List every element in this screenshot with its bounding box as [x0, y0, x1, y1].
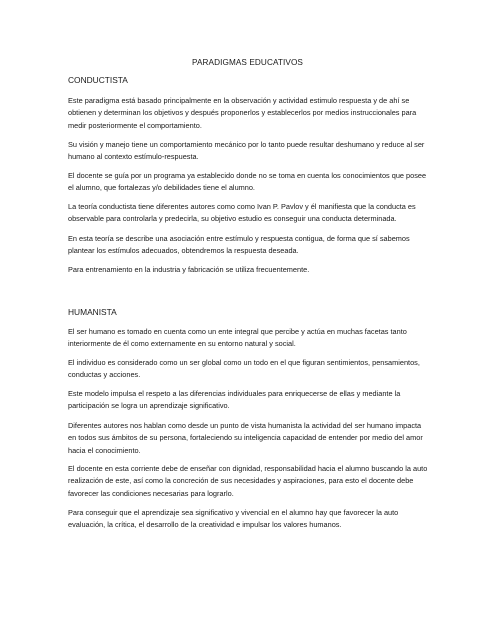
paragraph — [68, 357, 438, 382]
section-heading-conductista: CONDUCTISTA — [68, 75, 128, 85]
paragraph — [68, 264, 438, 276]
paragraph-line: Diferentes autores nos hablan como desde un punto de vista humanista la actividad del ser humano impacta — [68, 421, 422, 430]
paragraph-line: Para entrenamiento en la industria y fabricación se utiliza frecuentemente. — [68, 265, 310, 274]
paragraph — [68, 95, 438, 132]
paragraph-line: Este modelo impulsa el respeto a las diferencias individuales para enriquecerse de ellas y mediante la — [68, 389, 401, 398]
paragraph-line: interiormente de él como externamente en su entorno natural y social. — [68, 339, 296, 349]
paragraph-line: El individuo es considerado como un ser global como un todo en el que figuran sentimientos, pensamientos, — [68, 358, 420, 367]
paragraph — [68, 170, 438, 195]
paragraph-line: en todos sus ámbitos de su persona, fortaleciendo su inteligencia capacidad de entender por medio del amor — [68, 433, 423, 443]
paragraph — [68, 420, 438, 457]
paragraph-line: obtienen y determinan los objetivos y después proponerlos y establecerlos por medios instruccionales para — [68, 108, 417, 118]
paragraph — [68, 463, 438, 500]
paragraph — [68, 201, 438, 226]
paragraph-line: evaluación, la crítica, el desarrollo de la creatividad e impulsar los valores humanos. — [68, 520, 342, 530]
paragraph-line: El docente se guía por un programa ya establecido donde no se toma en cuenta los conocimientos que posee — [68, 171, 427, 180]
paragraph-line: realización de este, así como la concreción de sus necesidades y aspiraciones, para esto el docente debe — [68, 476, 414, 486]
paragraph-line: Para conseguir que el aprendizaje sea significativo y vivencial en el alumno hay que favorecer la auto — [68, 508, 399, 517]
page-title: PARADIGMAS EDUCATIVOS — [192, 58, 303, 67]
paragraph-line: favorecer las condiciones necesarias para lograrlo. — [68, 488, 234, 498]
paragraph-line: humano al contexto estímulo-respuesta. — [68, 152, 199, 162]
paragraph-line: La teoría conductista tiene diferentes autores como como Ivan P. Pavlov y él manifiesta que la conducta es — [68, 202, 416, 211]
paragraph-line: Este paradigma está basado principalmente en la observación y actividad estimulo respuesta y de ahí se — [68, 96, 410, 105]
paragraph-line: En esta teoría se describe una asociación entre estímulo y respuesta contigua, de forma que sí sabemos — [68, 234, 410, 243]
paragraph-line: El docente en esta corriente debe de enseñar con dignidad, responsabilidad hacia el alumno buscando la auto — [68, 464, 428, 473]
paragraph — [68, 326, 438, 351]
paragraph-line: el alumno, que fortalezas y/o debilidades tiene el alumno. — [68, 183, 255, 193]
paragraph-line: participación se logra un aprendizaje significativo. — [68, 401, 230, 411]
paragraph-line: observable para controlarla y predecirla, su objetivo estudio es conseguir una conducta determinada. — [68, 214, 397, 224]
paragraph — [68, 139, 438, 164]
paragraph-line: conductas y acciones. — [68, 370, 141, 380]
paragraph-line: hacia el conocimiento. — [68, 445, 141, 455]
paragraph-line: El ser humano es tomado en cuenta como un ente integral que percibe y actúa en muchas facetas tanto — [68, 327, 407, 336]
section-heading-humanista: HUMANISTA — [68, 307, 117, 317]
paragraph-line: plantear los estímulos adecuados, obtendremos la respuesta deseada. — [68, 246, 299, 256]
paragraph — [68, 233, 438, 258]
paragraph — [68, 507, 438, 532]
paragraph-line: Su visión y manejo tiene un comportamiento mecánico por lo tanto puede resultar deshumano y reduce al ser — [68, 140, 425, 149]
paragraph — [68, 388, 438, 413]
paragraph-line: medir posteriormente el comportamiento. — [68, 120, 202, 130]
